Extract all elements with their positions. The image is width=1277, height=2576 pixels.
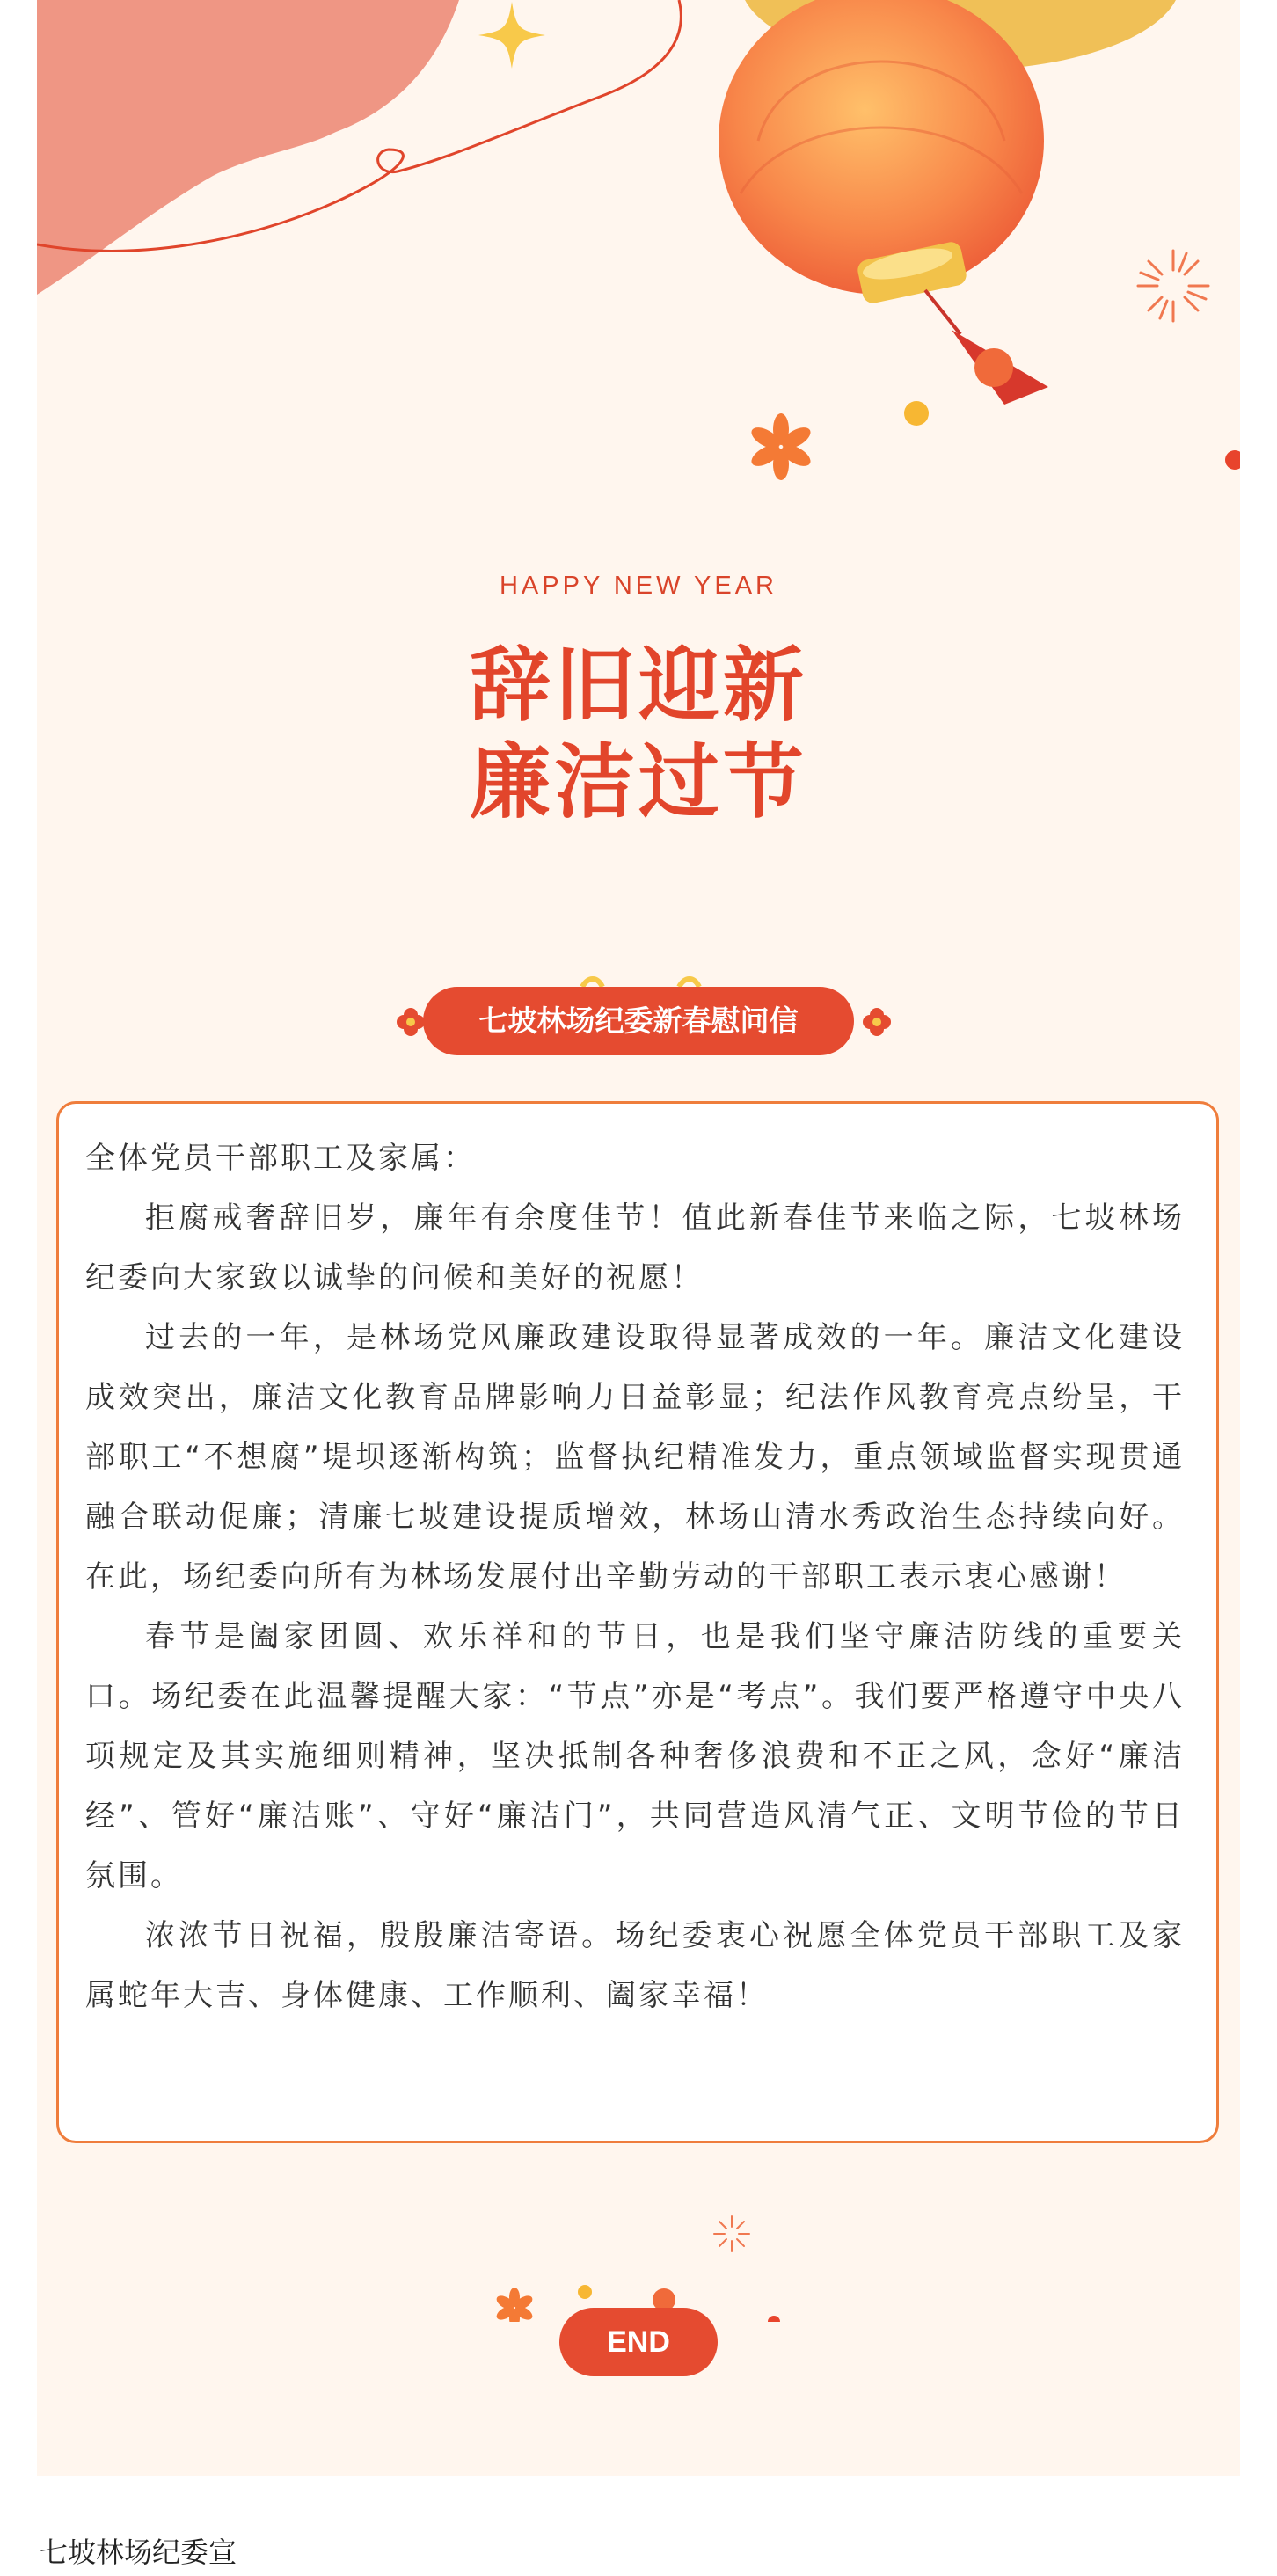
letter-paragraph: 浓浓节日祝福，殷殷廉洁寄语。场纪委衷心祝愿全体党员干部职工及家属蛇年大吉、身体健康、工作顺利、阖家幸福！ <box>85 1918 1185 2013</box>
lantern-icon <box>719 0 1048 405</box>
page-title-line-1: 辞旧迎新 <box>469 639 807 733</box>
letter-greeting: 全体党员干部职工及家属： <box>85 1141 476 1176</box>
section-badge: 七坡林场纪委新春慰问信 <box>423 987 854 1055</box>
letter-paragraph: 春节是阖家团圆、欢乐祥和的节日，也是我们坚守廉洁防线的重要关口。场纪委在此温馨提醒大家：“节点”亦是“考点”。我们要严格遵守中央八项规定及其实施细则精神，坚决抵制各种奢侈浪费和不正之风，念好“廉洁经”、管好“廉洁账”、守好“廉洁门”，共同营造风清气正、文明节俭的节日氛围。 <box>85 1619 1185 1894</box>
firework-icon <box>1138 251 1208 321</box>
page-title-line-2: 廉洁过节 <box>469 735 807 829</box>
red-dot <box>1225 450 1240 470</box>
asterisk-flower-icon <box>494 2288 535 2322</box>
firework-icon <box>714 2216 749 2251</box>
letter-paragraph: 过去的一年，是林场党风廉政建设取得显著成效的一年。廉洁文化建设成效突出，廉洁文化教育品牌影响力日益彰显；纪法作风教育亮点纷呈，干部职工“不想腐”堤坝逐渐构筑；监督执纪精准发力，重点领域监督实现贯通融合联动促廉；清廉七坡建设提质增效，林场山清水秀政治生态持续向好。在此，场纪委向所有为林场发展付出辛勤劳动的干部职工表示衷心感谢！ <box>85 1320 1185 1594</box>
footer-decoration <box>477 2199 828 2322</box>
yellow-dot <box>578 2285 592 2299</box>
letter-card <box>56 1101 1219 2143</box>
end-badge: END <box>559 2308 718 2376</box>
gold-flourish-right <box>679 979 699 987</box>
asterisk-flower-icon <box>748 413 814 480</box>
footer-credit: 七坡林场纪委宣 <box>40 2536 237 2569</box>
plum-blossom-icon <box>397 1008 425 1036</box>
plum-blossom-icon <box>863 1008 891 1036</box>
greeting-poster <box>37 0 1240 2476</box>
letter-paragraph: 拒腐戒奢辞旧岁，廉年有余度佳节！值此新春佳节来临之际，七坡林场纪委向大家致以诚挚的问候和美好的祝愿！ <box>85 1200 1185 1295</box>
kicker-text: HAPPY NEW YEAR <box>499 572 777 600</box>
yellow-dot <box>904 401 929 426</box>
sparkle-star-icon <box>478 2 545 69</box>
header-decoration <box>37 0 1240 493</box>
red-dot <box>768 2316 780 2322</box>
gold-flourish-left <box>582 979 602 987</box>
